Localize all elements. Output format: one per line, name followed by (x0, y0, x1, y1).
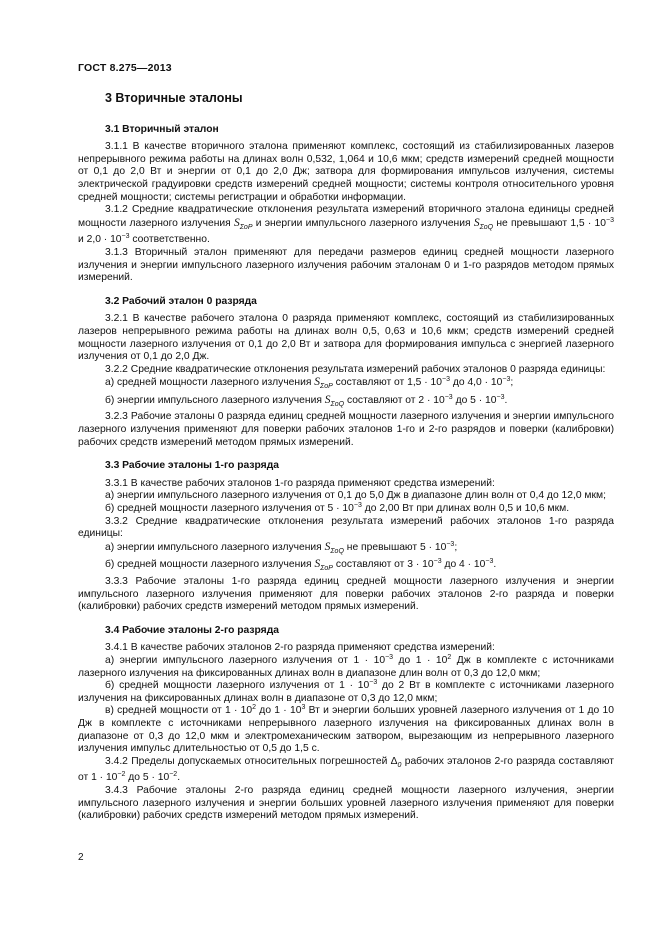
paragraph: 3.1.1 В качестве вторичного эталона применяют комплекс, состоящий из стабилизированных лазеров непрерывного режима работы на длинах волн 0,532, 1,064 и 10,6 мкм; средств измерений средней мощности от 0,1 до 2,0 Вт и энергии от 0,1 до 2,0 Дж; затвора для формирования импульсов излучения, системы электрической градуировки средств измерений средней мощности; системы контроля относительного уровня средней мощности; системы регистрации и обработки информации. (78, 141, 614, 203)
subsection-heading: 3.2 Рабочий эталон 0 разряда (105, 295, 257, 307)
paragraph: а) энергии импульсного лазерного излучения от 0,1 до 5,0 Дж в диапазоне длин волн от 0,4 до 12,0 мкм; (105, 490, 606, 502)
paragraph: 3.4.2 Пределы допускаемых относительных погрешностей $\Delta_0$ рабочих эталонов 2-го разряда составляют от $1 \cdot 10^{-2}$ до $5 \cdot 10^{-2}$. (78, 755, 614, 784)
paragraph: 3.1.2 Средние квадратические отклонения результата измерений вторичного эталона единицы средней мощности лазерного излучения $S_{\Sigma оP}$ и энергии импульсного лазерного излучения $S_{\Sigma оQ}$ не превышают $1,5 \cdot 10^{-3}$ и $2,0 \cdot 10^{-3}$ соответственно. (78, 204, 614, 246)
subsection-heading: 3.4 Рабочие эталоны 2-го разряда (105, 624, 279, 636)
paragraph: б) средней мощности лазерного излучения $S_{\Sigma оP}$ составляют от $3 \cdot 10^{-3}$ до $4 \cdot 10^{-3}$. (105, 558, 497, 573)
paragraph: а) средней мощности лазерного излучения $S_{\Sigma оP}$ составляют от $1,5 \cdot 10^{-3}$ до $4,0 \cdot 10^{-3}$; (105, 376, 514, 391)
paragraph: 3.4.3 Рабочие эталоны 2-го разряда единиц средней мощности лазерного излучения, энергии импульсного лазерного излучения и энергии больших уровней лазерного излучения применяют для поверки (калибровки) рабочих средств измерений методом прямых измерений. (78, 784, 614, 822)
paragraph: а) энергии импульсного лазерного излучения $S_{\Sigma оQ}$ не превышают $5 \cdot 10^{-3}$; (105, 540, 458, 555)
paragraph: в) средней мощности от $1 \cdot 10^2$ до $1 \cdot 10^3$ Вт и энергии больших уровней лазерного излучения от 1 до 10 Дж в комплекте с источниками непрерывного лазерного излучения на фиксированных длинах волн в диапазоне от 0,3 до 12,0 мкм и электромеханическим затвором, вырезающим из непрерывного лазерного излучения импульс длительностью от 0,5 до 1,5 с. (78, 704, 614, 755)
paragraph: 3.2.1 В качестве рабочего эталона 0 разряда применяют комплекс, состоящий из стабилизированных лазеров непрерывного режима работы на длинах волн 0,5, 0,63 и 10,6 мкм; средств измерений средней мощности лазерного излучения от 0,1 до 2,0 Вт и затвора для формирования импульса с энергией лазерного излучения от 0,1 до 2,0 Дж. (78, 313, 614, 363)
subsection-heading: 3.3 Рабочие эталоны 1-го разряда (105, 460, 279, 472)
document-header: ГОСТ 8.275—2013 (78, 62, 172, 74)
paragraph: б) энергии импульсного лазерного излучения $S_{\Sigma оQ}$ составляют от $2 \cdot 10^{-3}$ до $5 \cdot 10^{-3}$. (105, 393, 508, 408)
paragraph: 3.2.2 Средние квадратические отклонения результата измерений рабочих эталонов 0 разряда единицы: (105, 363, 606, 375)
paragraph: а) энергии импульсного лазерного излучения от $1 \cdot 10^{-3}$ до $1 \cdot 10^2$ Дж в комплекте с источниками лазерного излучения на фиксированных длинах волн в диапазоне длин волн от 0,3 до 12,0 мкм; (78, 653, 614, 679)
paragraph: 3.3.3 Рабочие эталоны 1-го разряда единиц средней мощности лазерного излучения и энергии импульсного лазерного излучения применяют для поверки рабочих эталонов 2-го разряда и поверки (калибровки) рабочих средств измерений методом прямых измерений. (78, 576, 614, 613)
paragraph: б) средней мощности лазерного излучения от $1 \cdot 10^{-3}$ до 2 Вт в комплекте с источниками лазерного излучения на фиксированных длинах волн в диапазоне от 0,3 до 12,0 мкм; (78, 679, 614, 704)
section-blocks (78, 124, 614, 823)
paragraph: б) средней мощности лазерного излучения от $5 \cdot 10^{-3}$ до 2,00 Вт при длинах волн 0,5 и 10,6 мкм. (105, 502, 570, 515)
subsection-heading: 3.1 Вторичный эталон (105, 123, 219, 135)
page-number: 2 (78, 852, 84, 863)
document-body (78, 92, 614, 823)
section-title: 3 Вторичные эталоны (105, 91, 243, 105)
paragraph: 3.2.3 Рабочие эталоны 0 разряда единиц средней мощности лазерного излучения и энергии импульсного лазерного излучения применяют для поверки рабочих эталонов 1-го и 2-го разрядов и поверки (калибровки) рабочих средств измерений методом прямых измерений. (78, 411, 614, 448)
paragraph: 3.3.2 Средние квадратические отклонения результата измерений рабочих эталонов 1-го разряда единицы: (78, 515, 614, 540)
paragraph: 3.4.1 В качестве рабочих эталонов 2-го разряда применяют средства измерений: (105, 642, 495, 654)
paragraph: 3.3.1 В качестве рабочих эталонов 1-го разряда применяют средства измерений: (105, 477, 495, 489)
paragraph: 3.1.3 Вторичный эталон применяют для передачи размеров единиц средней мощности лазерного излучения и энергии импульсного лазерного излучения рабочим эталонам 0 и 1-го разрядов методом прямых измерений. (78, 246, 614, 284)
